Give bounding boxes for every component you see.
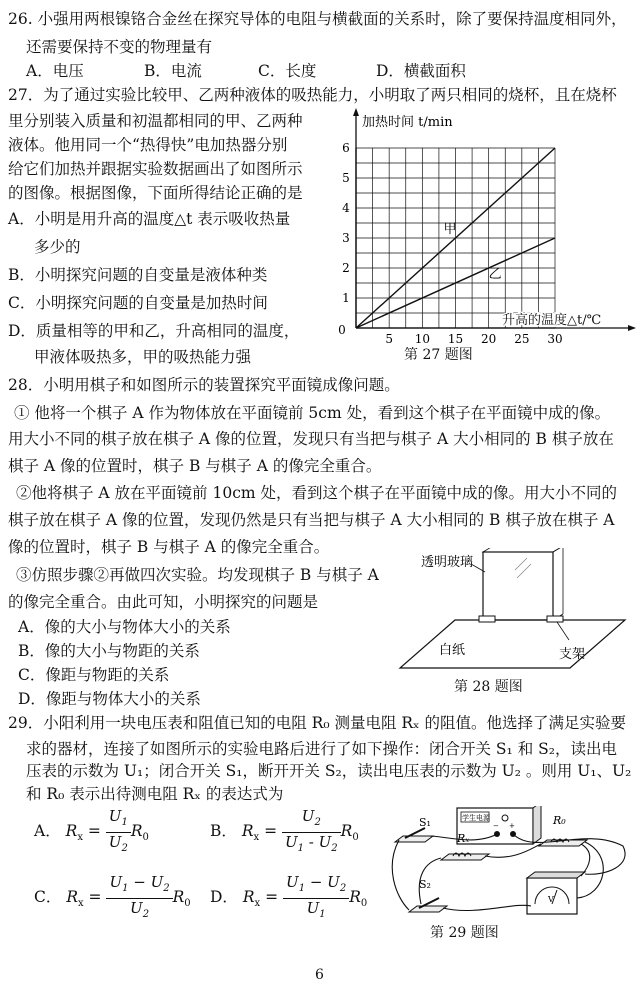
y-tick-label: 0 [338,323,346,337]
q28-option-c: C．像距与物距的关系 [18,666,170,684]
white-paper [400,620,625,668]
q29-option-c: C． $R_x$ = $\frac{U_1 - U_2}{U_2}$ $R_0$ [34,872,191,920]
x-tick-label: 25 [514,332,530,346]
x-tick-label: 10 [414,332,430,346]
x-tick-label: 20 [481,332,497,346]
y-tick-label: 5 [342,171,350,185]
q29-option-b: B． $R_x$ = $\frac{U_2}{U_1 - U_2}$ $R_0$ [210,806,359,854]
q29-line1: 29．小阳利用一块电压表和阻值已知的电阻 R₀ 测量电阻 Rₓ 的阻值。他选择了满足实验要 [8,714,627,732]
left-stand [479,616,495,622]
x-tick-label: 30 [547,332,563,346]
q27-chart [330,106,640,366]
q27-option-d-cont: 甲液体吸热多，甲的吸热能力强 [34,348,252,366]
y-tick-label: 6 [342,141,350,155]
svg-text:−: − [493,822,499,830]
q27-option-c: C．小明探究问题的自变量是加热时间 [8,294,268,312]
svg-text:+: + [509,822,515,830]
q27-option-a-cont: 多少的 [34,238,81,256]
q28-p2-line1: ②他将棋子 A 放在平面镜前 10cm 处，看到这个棋子在平面镜中成的像。用大小不同的 [16,484,618,502]
q29-option-b-letter: B． [210,822,237,840]
q28-p2-line3: 像的位置时，棋子 B 与棋子 A 的像完全重合。 [8,538,330,556]
q26-option-a: A．电压 [26,62,84,80]
q29-option-a-letter: A． [34,822,61,840]
resistor-r0 [539,814,587,846]
q28-p1-line3: 棋子 A 像的位置时，棋子 B 与棋子 A 的像完全重合。 [8,457,382,475]
q28-p2-line2: 棋子放在棋子 A 像的位置，发现仍然是只有当把与棋子 A 大小相同的 B 棋子放在棋子 A [8,511,615,529]
rx-label: Rₓ [457,832,470,845]
r0-label: R₀ [553,814,566,827]
series-label-yi: 乙 [488,267,502,282]
q28-p3-line2: 的像完全重合。由此可知，小明探究的问题是 [8,593,319,611]
q28-option-b: B．像的大小与物距的关系 [18,642,200,660]
q28-caption: 第 28 题图 [454,679,523,695]
switch-s2 [409,878,447,912]
x-tick-label: 15 [447,332,464,346]
q27-line4: 给它们加热并跟据实验数据画出了如图所示 [8,160,303,178]
glass-pane [483,552,553,620]
q27-line3: 液体。他用同一个“热得快”电加热器分别 [8,136,288,154]
q28-option-d: D．像距与物体大小的关系 [18,690,201,708]
q29-line3: 压表的示数为 U₁；闭合开关 S₁，断开开关 S₂，读出电压表的示数为 U₂ 。则用 U₁、U₂ [26,762,632,780]
q26-option-c: C．长度 [258,62,317,80]
right-stand [547,616,563,622]
y-tick-label: 2 [342,261,350,275]
q26-line1: 26. 小强用两根镍铬合金丝在探究导体的电阻与横截面的关系时，除了要保持温度相同外， [8,10,627,28]
voltmeter [527,872,585,914]
q28-p1-line1: ① 他将一个棋子 A 作为物体放在平面镜前 5cm 处，看到这个棋子在平面镜中成的像。 [14,404,611,422]
y-tick-label: 1 [342,291,350,305]
q28-line1: 28．小明用棋子和如图所示的装置探究平面镜成像问题。 [8,376,400,394]
q27-line2: 里分别装入质量和初温都相同的甲、乙两种 [8,112,303,130]
series-label-jia: 甲 [443,222,457,237]
x-tick-label: 5 [385,332,393,346]
q26-option-d: D．横截面积 [376,62,466,80]
q29-line4: 和 R₀ 表示出待测电阻 Rₓ 的表达式为 [26,785,284,803]
q27-option-d: D．质量相等的甲和乙，升高相同的温度， [8,322,300,340]
q29-caption: 第 29 题图 [430,925,499,941]
y-axis-label: 加热时间 t/min [362,115,453,130]
q26-line2: 还需要保持不变的物理量有 [26,38,213,56]
q27-option-a: A．小明是用升高的温度△t 表示吸收热量 [8,210,291,228]
q28-option-a: A．像的大小与物体大小的关系 [18,618,231,636]
y-axis-arrow [353,108,359,116]
q29-option-a: A． $R_x$ = $\frac{U_1}{U_2}$ $R_0$ [34,806,149,854]
q27-line1: 27．为了通过实验比较甲、乙两种液体的吸热能力，小明取了两只相同的烧杯，且在烧杯 [8,86,617,104]
wires [392,834,625,911]
x-axis-label: 升高的温度△t/℃ [502,313,602,328]
q29-option-d: D． $R_x$ = $\frac{U_1 - U_2}{U_1}$ $R_0$ [210,872,368,920]
switch-s1 [395,816,433,842]
q29-option-c-letter: C． [34,888,62,906]
y-tick-label: 4 [342,201,350,215]
paper-label: 白纸 [439,643,466,658]
q27-caption: 第 27 题图 [404,347,473,363]
q27-line5: 的图像。根据图像，下面所得结论正确的是 [8,184,303,202]
q28-mirror-figure [395,548,635,678]
power-supply [457,806,541,844]
stand-label: 支架 [559,647,586,662]
s1-label: S₁ [419,816,431,829]
q27-option-b: B．小明探究问题的自变量是液体种类 [8,266,268,284]
y-tick-label: 3 [342,231,350,245]
q29-line2: 求的器材，连接了如图所示的实验电路后进行了如下操作：闭合开关 S₁ 和 S₂，读出电 [26,740,617,758]
power-supply-label: 学生电源 [462,814,490,822]
svg-text:V: V [548,895,554,904]
page-number: 6 [315,967,324,983]
q29-circuit-figure [385,806,635,926]
q28-p1-line2: 用大小不同的棋子放在棋子 A 像的位置，发现只有当把与棋子 A 大小相同的 B 棋子放在 [8,430,614,448]
s2-label: S₂ [419,878,431,891]
q29-option-d-letter: D． [210,888,238,906]
glass-label: 透明玻璃 [421,555,474,570]
q26-option-b: B．电流 [144,62,202,80]
x-axis-arrow [628,325,636,331]
q28-p3-line1: ③仿照步骤②再做四次实验。均发现棋子 B 与棋子 A [16,566,379,584]
